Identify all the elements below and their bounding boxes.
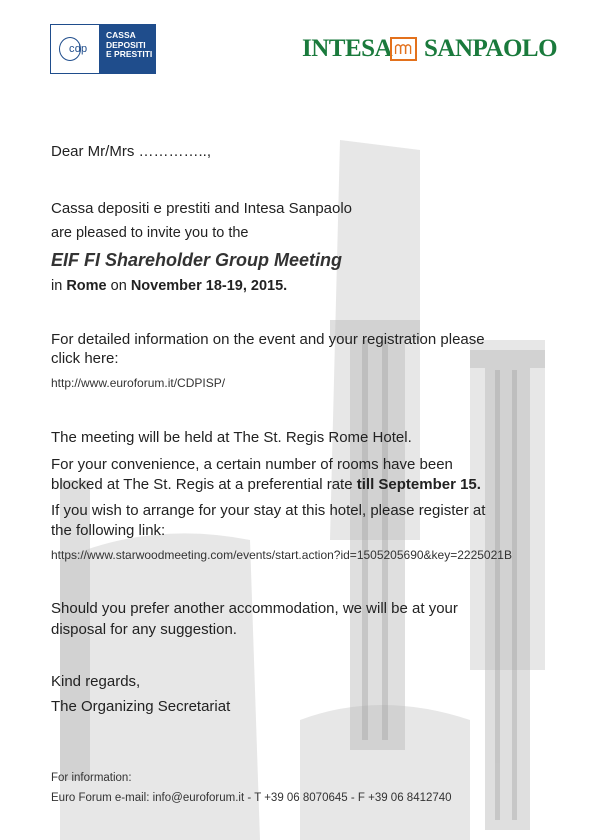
alternative-line: Should you prefer another accommodation, we will be at your (51, 600, 458, 617)
hotel-booking-link[interactable]: https://www.starwoodmeeting.com/events/start.action?id=1505205690&key=2225021B (51, 548, 512, 562)
cdp-logo-wordmark (100, 24, 156, 74)
details-line: click here: (51, 350, 119, 367)
hotel-line: If you wish to arrange for your stay at this hotel, please register at (51, 502, 486, 519)
hotel-line: the following link: (51, 522, 166, 539)
rooms-line: For your convenience, a certain number of rooms have been (51, 456, 453, 473)
intro-line: are pleased to invite you to the (51, 225, 249, 241)
registration-link[interactable]: http://www.euroforum.it/CDPISP/ (51, 376, 226, 390)
cdp-logo-letters: cdp (69, 43, 88, 55)
venue-line: The meeting will be held at The St. Regis Rome Hotel. (51, 429, 412, 446)
cdp-logo-mark (50, 24, 100, 74)
event-dates: November 18-19, 2015. (130, 278, 288, 294)
location-middle: on (106, 278, 131, 294)
location-prefix: in (51, 278, 67, 294)
event-title: EIF FI Shareholder Group Meeting (51, 250, 343, 270)
intesa-sanpaolo-emblem-icon (390, 37, 417, 61)
closing: Kind regards, (51, 673, 141, 690)
sanpaolo-wordmark: SANPAOLO (424, 35, 558, 62)
rooms-line (51, 476, 481, 493)
rooms-deadline: till September 15. (356, 476, 481, 493)
cdp-wordmark-line: DEPOSITI (106, 39, 146, 50)
cdp-wordmark-line: E PRESTITI (106, 49, 153, 59)
footer-contact: Euro Forum e-mail: info@euroforum.it - T +39 06 8070645 - F +39 06 8412740 (51, 792, 452, 804)
cdp-logo (50, 24, 156, 74)
intro-line: Cassa depositi e prestiti and Intesa Sanpaolo (51, 200, 353, 217)
intesa-sanpaolo-logo (302, 34, 558, 64)
footer-label: For information: (51, 772, 132, 784)
salutation: Dear Mr/Mrs ………….., (51, 143, 211, 160)
rooms-text: blocked at The St. Regis at a preferential rate (51, 476, 357, 493)
cdp-wordmark-line: CASSA (106, 30, 136, 40)
location-city: Rome (66, 278, 107, 294)
signature: The Organizing Secretariat (51, 698, 231, 715)
details-line: For detailed information on the event and your registration please (51, 331, 485, 348)
event-location-line (51, 278, 287, 294)
intesa-wordmark: INTESA (302, 35, 393, 62)
alternative-line: disposal for any suggestion. (51, 621, 237, 638)
